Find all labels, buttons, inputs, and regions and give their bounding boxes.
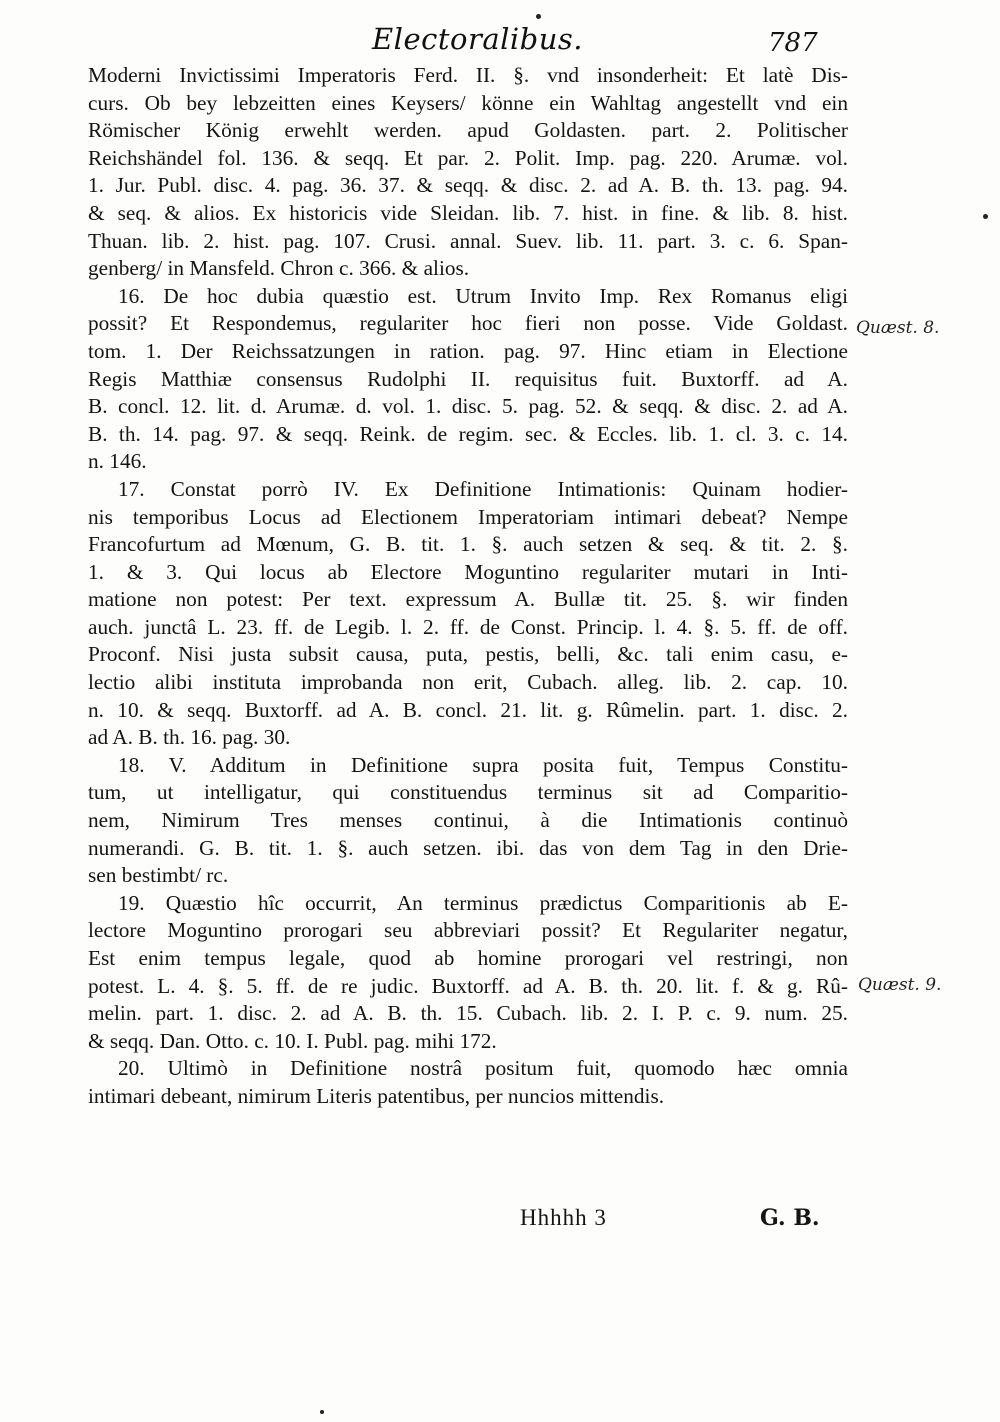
signature-mark: Hhhhh 3 bbox=[520, 1205, 607, 1230]
text-line: potest. L. 4. §. 5. ff. de re judic. Buxtorff. ad A. B. th. 20. lit. f. & g. Rû- bbox=[88, 973, 848, 998]
paragraph bbox=[88, 476, 848, 752]
body-text bbox=[88, 62, 848, 1111]
text-line: Est enim tempus legale, quod ab homine prorogari vel restringi, non bbox=[88, 946, 848, 970]
text-line: melin. part. 1. disc. 2. ad A. B. th. 15. Cubach. lib. 2. I. P. c. 9. num. 25. bbox=[88, 1001, 848, 1026]
text-line: lectore Moguntino prorogari seu abbreviari possit? Et Regulariter negatur, bbox=[88, 918, 848, 943]
margin-note: Quæst. 9. bbox=[858, 975, 942, 995]
text-line: B. th. 14. pag. 97. & seqq. Reink. de regim. sec. & Eccles. lib. 1. cl. 3. c. 14. bbox=[88, 421, 848, 446]
ink-speck bbox=[320, 1410, 324, 1414]
paragraph bbox=[88, 62, 848, 283]
text-line: 1. & 3. Qui locus ab Electore Moguntino regulariter mutari in Inti- bbox=[88, 559, 848, 584]
text-line: genberg/ in Mansfeld. Chron c. 366. & alios. bbox=[88, 256, 470, 281]
paragraph bbox=[88, 752, 848, 890]
text-line: nem, Nimirum Tres menses continui, à die Intimationis continuò bbox=[88, 808, 848, 833]
paragraph bbox=[88, 1055, 848, 1110]
page-header bbox=[0, 22, 1000, 62]
ink-speck bbox=[983, 214, 988, 219]
text-line: & seqq. Dan. Otto. c. 10. I. Publ. pag. mihi 172. bbox=[88, 1028, 497, 1053]
text-line: 18. V. Additum in Definitione supra posita fuit, Tempus Constitu- bbox=[118, 752, 848, 777]
text-line: Moderni Invictissimi Imperatoris Ferd. II. §. vnd insonderheit: Et latè Dis- bbox=[88, 63, 848, 87]
text-line: Reichshändel fol. 136. & seqq. Et par. 2. Polit. Imp. pag. 220. Arumæ. vol. bbox=[88, 145, 848, 170]
text-line: tom. 1. Der Reichssatzungen in ration. pag. 97. Hinc etiam in Electione bbox=[88, 338, 848, 363]
text-line: Thuan. lib. 2. hist. pag. 107. Crusi. annal. Suev. lib. 11. part. 3. c. 6. Span- bbox=[88, 228, 848, 253]
text-line: nis temporibus Locus ad Electionem Imperatoriam intimari debeat? Nempe bbox=[88, 504, 848, 529]
text-line: numerandi. G. B. tit. 1. §. auch setzen. ibi. das von dem Tag in den Drie- bbox=[88, 835, 848, 860]
text-line: matione non potest: Per text. expressum A. Bullæ tit. 25. §. wir finden bbox=[88, 587, 848, 612]
text-line: n. 10. & seqq. Buxtorff. ad A. B. concl. 21. lit. g. Rûmelin. part. 1. disc. 2. bbox=[88, 697, 848, 722]
text-line: Regis Matthiæ consensus Rudolphi II. requisitus fuit. Buxtorff. ad A. bbox=[88, 366, 848, 391]
page-number: 787 bbox=[768, 28, 818, 58]
text-line: 1. Jur. Publ. disc. 4. pag. 36. 37. & seqq. & disc. 2. ad A. B. th. 13. pag. 94. bbox=[88, 173, 848, 198]
text-line: curs. Ob bey lebzeitten eines Keysers/ könne ein Wahltag angestellt vnd ein bbox=[88, 90, 848, 115]
text-line: lectio alibi instituta improbanda non erit, Cubach. alleg. lib. 2. cap. 10. bbox=[88, 670, 848, 695]
text-line: 16. De hoc dubia quæstio est. Utrum Invito Imp. Rex Romanus eligi bbox=[118, 283, 848, 308]
text-line: auch. junctâ L. 23. ff. de Legib. l. 2. ff. de Const. Princip. l. 4. §. 5. ff. de off. bbox=[88, 614, 848, 639]
ink-speck bbox=[536, 14, 541, 19]
text-line: B. concl. 12. lit. d. Arumæ. d. vol. 1. disc. 5. pag. 52. & seqq. & disc. 2. ad A. bbox=[88, 394, 848, 419]
text-line: intimari debeant, nimirum Literis patentibus, per nuncios mittendis. bbox=[88, 1083, 665, 1108]
text-line: n. 146. bbox=[88, 449, 147, 474]
text-line: 20. Ultimò in Definitione nostrâ positum fuit, quomodo hæc omnia bbox=[118, 1056, 848, 1081]
running-title: Electoralibus. bbox=[372, 22, 584, 56]
text-line: tum, ut intelligatur, qui constituendus terminus sit ad Comparitio- bbox=[88, 780, 848, 805]
text-line: Römischer König erwehlt werden. apud Goldasten. part. 2. Politischer bbox=[88, 118, 848, 143]
page-footer bbox=[0, 1205, 1000, 1245]
paragraph bbox=[88, 890, 848, 1056]
paragraph bbox=[88, 283, 848, 476]
text-line: Proconf. Nisi justa subsit causa, puta, pestis, belli, &c. tali enim casu, e- bbox=[88, 642, 848, 667]
margin-note: Quæst. 8. bbox=[856, 318, 940, 338]
text-line: sen bestimbt/ rc. bbox=[88, 863, 229, 888]
catchword: G. B. bbox=[760, 1205, 820, 1231]
text-line: ad A. B. th. 16. pag. 30. bbox=[88, 725, 291, 750]
text-line: 17. Constat porrò IV. Ex Definitione Intimationis: Quinam hodier- bbox=[118, 476, 848, 501]
text-line: 19. Quæstio hîc occurrit, An terminus prædictus Comparitionis ab E- bbox=[118, 890, 848, 915]
text-line: Francofurtum ad Mœnum, G. B. tit. 1. §. auch setzen & seq. & tit. 2. §. bbox=[88, 532, 848, 557]
text-line: & seq. & alios. Ex historicis vide Sleidan. lib. 7. hist. in fine. & lib. 8. hist. bbox=[88, 200, 848, 225]
text-line: possit? Et Respondemus, regulariter hoc fieri non posse. Vide Goldast. bbox=[88, 311, 848, 336]
